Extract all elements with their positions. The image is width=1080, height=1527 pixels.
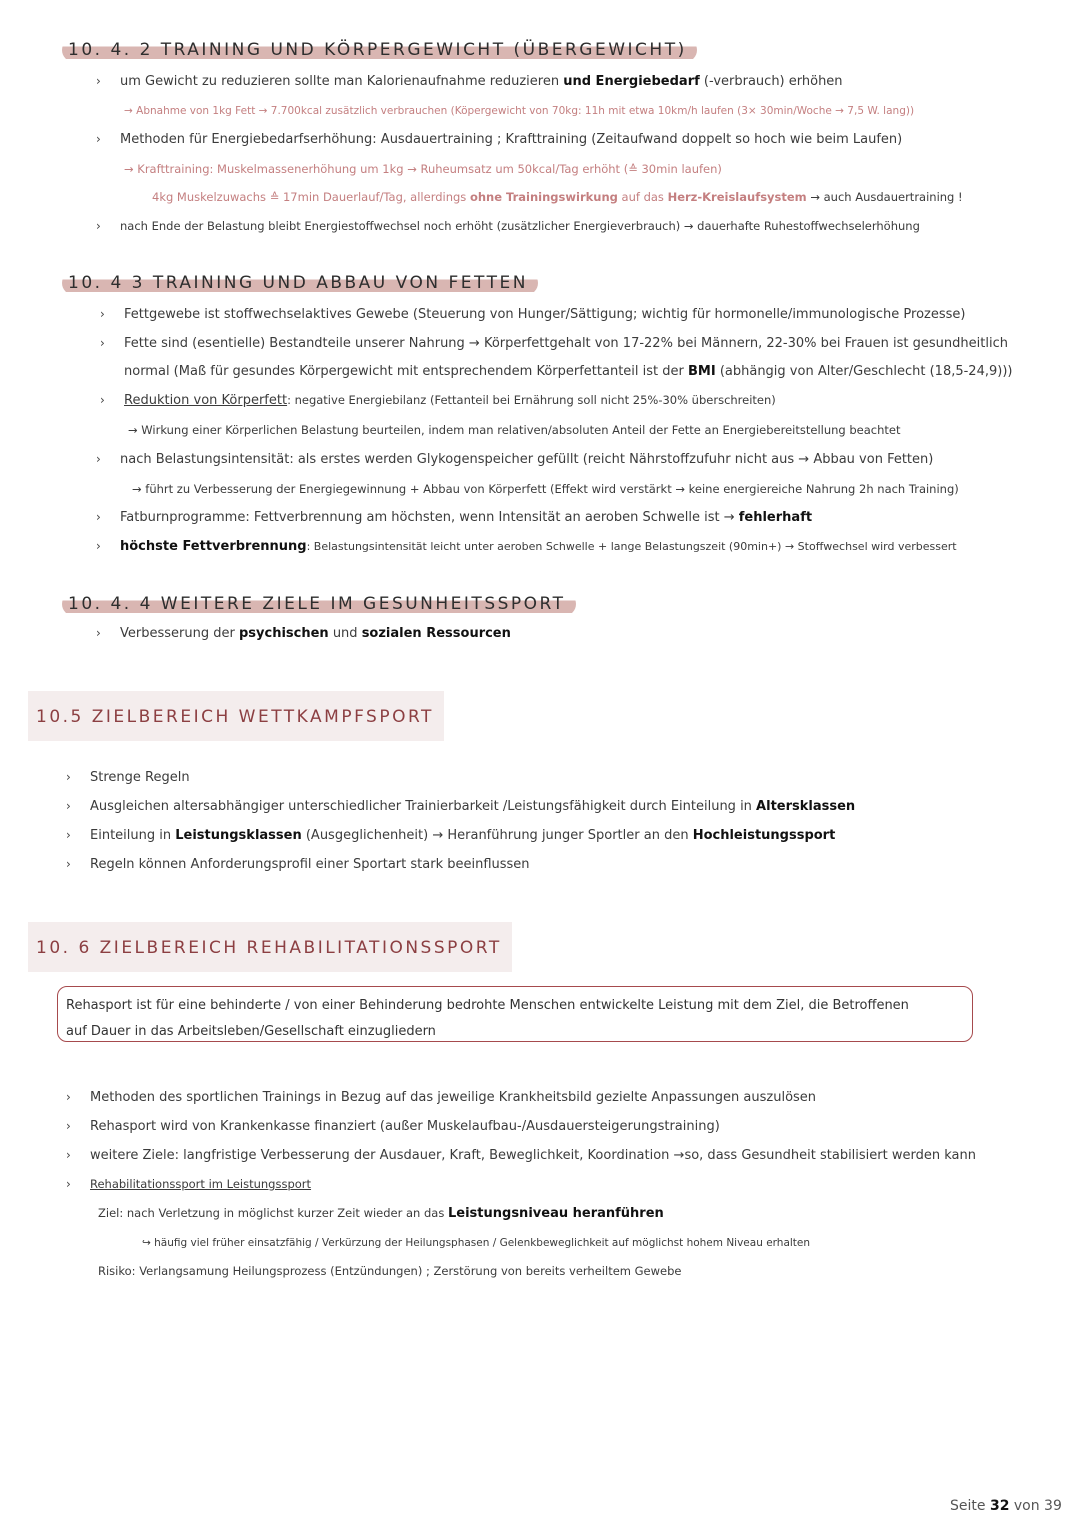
sub-item: ↪ häufig viel früher einsatzfähig / Verkürzung der Heilungsphasen / Gelenkbeweglichkeit auf möglichst hohem Niveau erhalten xyxy=(142,1237,811,1249)
bullet-icon: › xyxy=(66,857,71,871)
bullet-icon: › xyxy=(100,307,105,321)
bullet-icon: › xyxy=(96,74,101,88)
bullet-icon: › xyxy=(66,799,71,813)
sub-item: Ziel: nach Verletzung in möglichst kurzer Zeit wieder an das Leistungsniveau heranführen xyxy=(98,1206,664,1221)
heading-10-4-3: 10. 4 3 TRAINING UND ABBAU VON FETTEN xyxy=(62,271,538,295)
list-item: › höchste Fettverbrennung: Belastungsintensität leicht unter aeroben Schwelle + lange Belastungszeit (90min+) → Stoffwechsel wird verbessert xyxy=(96,539,957,554)
heading-10-6: 10. 6 ZIELBEREICH REHABILITATIONSSPORT xyxy=(28,922,512,972)
bullet-icon: › xyxy=(96,539,101,553)
bullet-icon: › xyxy=(66,1090,71,1104)
list-item: › Rehabilitationssport im Leistungssport xyxy=(66,1177,312,1191)
sub-item: 4kg Muskelzuwachs ≙ 17min Dauerlauf/Tag, allerdings ohne Trainingswirkung auf das Herz-Kreislaufsystem → auch Ausdauertraining ! xyxy=(152,190,963,204)
definition-box xyxy=(57,986,973,1042)
list-item: › Ausgleichen altersabhängiger unterschiedlicher Trainierbarkeit /Leistungsfähigkeit durch Einteilung in Altersklassen xyxy=(66,799,856,814)
heading-10-4-4: 10. 4. 4 WEITERE ZIELE IM GESUNHEITSSPORT xyxy=(62,592,576,616)
list-item: › Verbesserung der psychischen und sozialen Ressourcen xyxy=(96,626,511,641)
bullet-icon: › xyxy=(66,1148,71,1162)
list-item: › Methoden für Energiebedarfserhöhung: Ausdauertraining ; Krafttraining (Zeitaufwand doppelt so hoch wie beim Laufen) xyxy=(96,132,903,147)
bullet-icon: › xyxy=(96,219,101,233)
bullet-icon: › xyxy=(96,452,101,466)
heading-10-4-2: 10. 4. 2 TRAINING UND KÖRPERGEWICHT (ÜBERGEWICHT) xyxy=(62,38,697,62)
list-item: › Einteilung in Leistungsklassen (Ausgeglichenheit) → Heranführung junger Sportler an den Hochleistungssport xyxy=(66,828,836,843)
sub-item: → Wirkung einer Körperlichen Belastung beurteilen, indem man relativen/absoluten Anteil der Fette an Energiebereitstellung beachtet xyxy=(128,423,901,437)
bullet-icon: › xyxy=(100,393,105,407)
sub-item: → Krafttraining: Muskelmassenerhöhung um 1kg → Ruheumsatz um 50kcal/Tag erhöht (≙ 30min laufen) xyxy=(124,162,722,176)
sub-item: → Abnahme von 1kg Fett → 7.700kcal zusätzlich verbrauchen (Köpergewicht von 70kg: 11h mit etwa 10km/h laufen (3× 30min/Woche → 7,5 W. lang)) xyxy=(124,105,915,117)
list-item: › Strenge Regeln xyxy=(66,770,190,785)
bullet-icon: › xyxy=(66,1177,71,1191)
heading-10-5: 10.5 ZIELBEREICH WETTKAMPFSPORT xyxy=(28,691,444,741)
bullet-icon: › xyxy=(96,510,101,524)
list-item: › Regeln können Anforderungsprofil einer Sportart stark beeinflussen xyxy=(66,857,530,872)
list-item: › Fette sind (esentielle) Bestandteile unserer Nahrung → Körperfettgehalt von 17-22% bei Männern, 22-30% bei Frauen ist gesundheitlich xyxy=(100,336,1008,351)
sub-item: → führt zu Verbesserung der Energiegewinnung + Abbau von Körperfett (Effekt wird verstärkt → keine energiereiche Nahrung 2h nach Training) xyxy=(132,482,959,496)
list-item: › Methoden des sportlichen Trainings in Bezug auf das jeweilige Krankheitsbild gezielte Anpassungen auszulösen xyxy=(66,1090,817,1105)
list-item: › Fatburnprogramme: Fettverbrennung am höchsten, wenn Intensität an aeroben Schwelle ist → fehlerhaft xyxy=(96,510,813,525)
list-item: › Rehasport wird von Krankenkasse finanziert (außer Muskelaufbau-/Ausdauersteigerungstraining) xyxy=(66,1119,720,1134)
list-item: › um Gewicht zu reduzieren sollte man Kalorienaufnahme reduzieren und Energiebedarf (-verbrauch) erhöhen xyxy=(96,74,843,89)
list-item: › Reduktion von Körperfett: negative Energiebilanz (Fettanteil bei Ernährung soll nicht 25%-30% überschreiten) xyxy=(100,393,776,408)
definition-line: Rehasport ist für eine behinderte / von einer Behinderung bedrohte Menschen entwickelte Leistung mit dem Ziel, die Betroffenen xyxy=(66,998,909,1013)
bullet-icon: › xyxy=(100,336,105,350)
bullet-icon: › xyxy=(96,626,101,640)
definition-line: auf Dauer in das Arbeitsleben/Gesellschaft einzugliedern xyxy=(66,1024,436,1039)
sub-item: Risiko: Verlangsamung Heilungsprozess (Entzündungen) ; Zerstörung von bereits verheiltem Gewebe xyxy=(98,1264,682,1278)
bullet-icon: › xyxy=(66,828,71,842)
list-item-cont: normal (Maß für gesundes Körpergewicht mit entsprechendem Körperfettanteil ist der BMI (abhängig von Alter/Geschlecht (18,5-24,9))) xyxy=(124,364,1013,379)
page-number: Seite 32 von 39 xyxy=(950,1498,1062,1514)
list-item: › Fettgewebe ist stoffwechselaktives Gewebe (Steuerung von Hunger/Sättigung; wichtig für hormonelle/immunologische Prozesse) xyxy=(100,307,966,322)
bullet-icon: › xyxy=(96,132,101,146)
list-item: › weitere Ziele: langfristige Verbesserung der Ausdauer, Kraft, Beweglichkeit, Koordination →so, dass Gesundheit stabilisiert werden kann xyxy=(66,1148,976,1163)
bullet-icon: › xyxy=(66,1119,71,1133)
bullet-icon: › xyxy=(66,770,71,784)
list-item: › nach Belastungsintensität: als erstes werden Glykogenspeicher gefüllt (reicht Nährstoffzufuhr nicht aus → Abbau von Fetten) xyxy=(96,452,934,467)
list-item: › nach Ende der Belastung bleibt Energiestoffwechsel noch erhöht (zusätzlicher Energieverbrauch) → dauerhafte Ruhestoffwechselerhöhung xyxy=(96,219,920,233)
